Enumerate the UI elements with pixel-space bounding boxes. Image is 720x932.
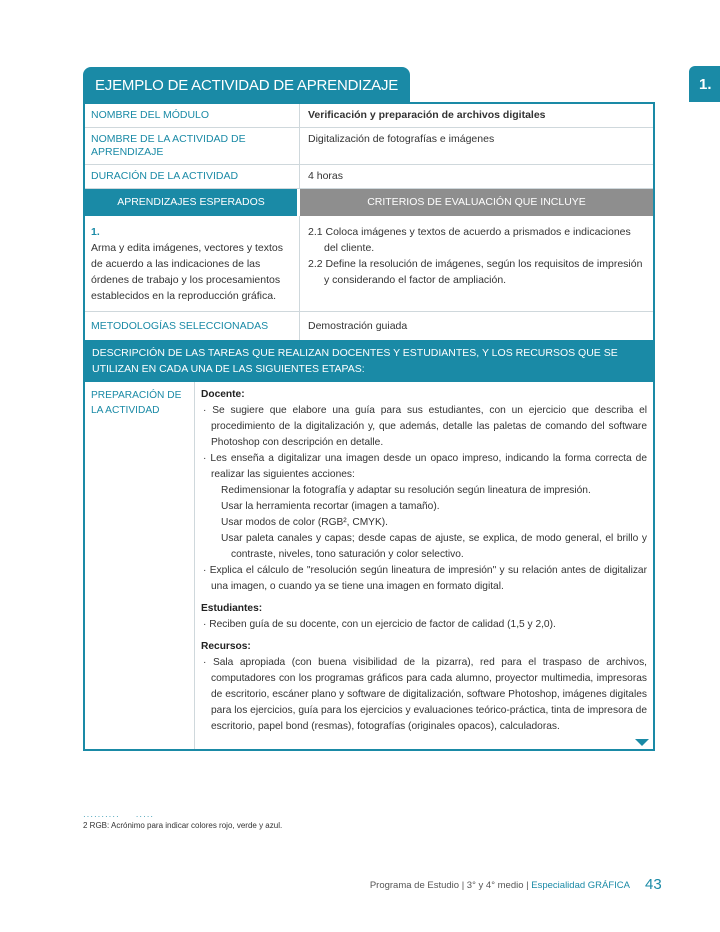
table-row: [85, 312, 653, 340]
estudiantes-title: Estudiantes:: [201, 603, 263, 614]
list-item: · Explica el cálculo de "resolución según lineatura de impresión" y su relación antes de digitalizar una imagen, o cuando ya se tiene una imagen en formato digital.: [203, 565, 647, 592]
header-row: [85, 189, 653, 216]
row-label: NOMBRE DE LA ACTIVIDAD DE APRENDIZAJE: [85, 128, 300, 164]
aprendizaje-number: 1.: [91, 226, 100, 238]
page-number: 43: [645, 876, 662, 893]
aprendizaje-text: Arma y edita imágenes, vectores y textos de acuerdo a las indicaciones de las órdenes de trabajo y los procesamientos establecidos en la reproducción gráfica.: [91, 242, 283, 302]
stage-label: PREPARACIÓN DE LA ACTIVIDAD: [85, 382, 195, 749]
row-value: 4 horas: [308, 170, 344, 182]
description-header: DESCRIPCIÓN DE LAS TAREAS QUE REALIZAN DOCENTES Y ESTUDIANTES, Y LOS RECURSOS QUE SE UTILIZAN EN CADA UNA DE LAS SIGUIENTES ETAPAS:: [85, 340, 653, 382]
sub-item: Usar paleta canales y capas; desde capas de ajuste, se explica, de modo general, el brillo y contraste, niveles, tono saturación y color selectivo.: [221, 533, 647, 560]
criterios-header: CRITERIOS DE EVALUACIÓN QUE INCLUYE: [300, 189, 653, 216]
row-value: Verificación y preparación de archivos digitales: [308, 109, 546, 121]
continue-arrow-icon: [635, 739, 649, 746]
row-value: Demostración guiada: [308, 320, 408, 332]
criterio: 2.2 Define la resolución de imágenes, según los requisitos de impresión y considerando el factor de ampliación.: [308, 258, 643, 286]
table-row: [85, 216, 653, 312]
list-item: · Reciben guía de su docente, con un ejercicio de factor de calidad (1,5 y 2,0).: [203, 619, 556, 630]
section-title: EJEMPLO DE ACTIVIDAD DE APRENDIZAJE: [83, 67, 410, 102]
footer-program: Programa de Estudio | 3° y 4° medio |: [369, 880, 529, 891]
table-row: [85, 104, 653, 128]
list-item: · Les enseña a digitalizar una imagen desde un opaco impreso, indicando la forma correcta de realizar las siguientes acciones:: [203, 453, 647, 480]
aprendizajes-header: APRENDIZAJES ESPERADOS: [85, 189, 300, 216]
activity-table: [83, 102, 655, 751]
table-row: [85, 128, 653, 165]
row-label: DURACIÓN DE LA ACTIVIDAD: [85, 165, 300, 188]
chapter-tab: 1.: [689, 66, 720, 102]
list-item: · Sala apropiada (con buena visibilidad de la pizarra), red para el traspaso de archivos, computadores con los programas gráficos para cada alumno, proyector multimedia, impresoras de escritorio, escáner plano y software de digitalización, software Photoshop, imágenes digitales para los ejercicios, guía para los ejercicios y evaluaciones teórico-práctica, tinta de impresora de escritorio, papel bond (resmas), fotografías (originales opacos), calculadoras.: [203, 657, 647, 732]
row-label: METODOLOGÍAS SELECCIONADAS: [85, 312, 300, 340]
list-item: · Se sugiere que elabore una guía para sus estudiantes, con un ejercicio que describa el procedimiento de la digitalización y, que además, detalle las paletas de comando del software Photoshop con descripción en detalle.: [203, 405, 648, 448]
footer-specialty: Especialidad GRÁFICA: [531, 880, 630, 891]
sub-item: Redimensionar la fotografía y adaptar su resolución según lineatura de impresión.: [221, 485, 591, 496]
recursos-title: Recursos:: [201, 641, 251, 652]
docente-title: Docente:: [201, 389, 245, 400]
criterio: 2.1 Coloca imágenes y textos de acuerdo a prismados e indicaciones del cliente.: [308, 226, 631, 254]
footnote: 2 RGB: Acrónimo para indicar colores rojo, verde y azul.: [83, 821, 283, 830]
table-row: [85, 165, 653, 189]
footnote-divider: ·········· ·····: [83, 812, 155, 821]
sub-item: Usar la herramienta recortar (imagen a tamaño).: [221, 501, 440, 512]
row-label: NOMBRE DEL MÓDULO: [85, 104, 300, 127]
row-value: Digitalización de fotografías e imágenes: [308, 133, 495, 145]
sub-item: Usar modos de color (RGB², CMYK).: [221, 517, 388, 528]
